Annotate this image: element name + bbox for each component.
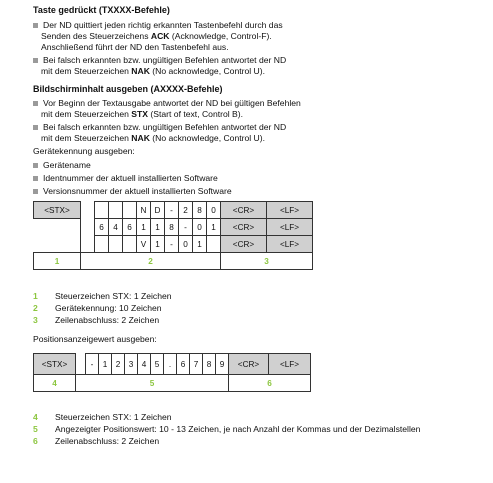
char-cell: 1 (207, 219, 221, 236)
char-cell: 8 (203, 354, 216, 375)
char-cell: 1 (151, 219, 165, 236)
legend-number: 3 (33, 315, 38, 325)
legend-text: Zeilenabschluss: 2 Zeichen (55, 436, 160, 446)
bullet-nak-line1: Bei falsch erkannten bzw. ungültigen Befehlen antwortet der ND (33, 55, 286, 66)
lf-cell: <LF> (267, 219, 313, 236)
char-cell: 0 (193, 219, 207, 236)
segment-label: 6 (229, 375, 311, 392)
char-cell (123, 236, 137, 253)
table-row (34, 236, 313, 253)
char-cell: V (137, 236, 151, 253)
segment-label: 2 (81, 253, 221, 270)
stx-cell: <STX> (34, 354, 76, 375)
list-item-version-number: Versionsnummer der aktuell installierten Software (33, 186, 232, 197)
label-row (34, 375, 311, 392)
bullet-ack-line2: Senden des Steuerzeichens ACK (Acknowledge, Control-F). (41, 31, 272, 41)
char-cell: - (86, 354, 99, 375)
char-cell: 6 (123, 219, 137, 236)
table-row (34, 219, 313, 236)
position-value-intro: Positionsanzeigewert ausgeben: (33, 334, 157, 344)
legend-number: 4 (33, 412, 38, 422)
bullet-ack-line3: Anschließend führt der ND den Tastenbefehl aus. (41, 42, 229, 52)
char-cell: 1 (99, 354, 112, 375)
char-cell (109, 236, 123, 253)
bullet-ack-line1: Der ND quittiert jeden richtig erkannten Tastenbefehl durch das (33, 20, 283, 31)
legend-text: Steuerzeichen STX: 1 Zeichen (55, 412, 172, 422)
legend-number: 2 (33, 303, 38, 313)
char-cell: 1 (137, 219, 151, 236)
char-cell: 7 (190, 354, 203, 375)
char-cell: 6 (95, 219, 109, 236)
char-cell: 5 (151, 354, 164, 375)
char-cell (123, 202, 137, 219)
table-row (34, 202, 313, 219)
char-cell: 4 (109, 219, 123, 236)
legend-text: Zeilenabschluss: 2 Zeichen (55, 315, 160, 325)
device-id-table (33, 201, 313, 270)
device-id-intro: Gerätekennung ausgeben: (33, 146, 135, 156)
char-cell: 8 (165, 219, 179, 236)
legend-number: 6 (33, 436, 38, 446)
char-cell (109, 202, 123, 219)
spacer-cell (81, 202, 95, 219)
bullet-nak-line2: mit dem Steuerzeichen NAK (No acknowledge, Control U). (41, 66, 266, 76)
legend-number: 1 (33, 291, 38, 301)
char-cell: - (165, 236, 179, 253)
char-cell: 1 (193, 236, 207, 253)
segment-label: 5 (76, 375, 229, 392)
char-cell: 2 (179, 202, 193, 219)
heading-key-pressed: Taste gedrückt (TXXXX-Befehle) (33, 5, 170, 15)
char-cell: D (151, 202, 165, 219)
char-cell: 0 (207, 202, 221, 219)
cr-cell: <CR> (221, 219, 267, 236)
cr-cell: <CR> (221, 202, 267, 219)
lf-cell: <LF> (267, 202, 313, 219)
heading-screen-output: Bildschirminhalt ausgeben (AXXXX-Befehle) (33, 84, 223, 94)
bullet-nak2-line1: Bei falsch erkannten bzw. ungültigen Befehlen antwortet der ND (33, 122, 286, 133)
legend-text: Steuerzeichen STX: 1 Zeichen (55, 291, 172, 301)
spacer-cell (81, 219, 95, 236)
cr-cell: <CR> (229, 354, 269, 375)
segment-label: 1 (34, 253, 81, 270)
stx-cell: <STX> (34, 202, 81, 219)
char-cell: 0 (179, 236, 193, 253)
char-cell: 3 (125, 354, 138, 375)
char-cell: 4 (138, 354, 151, 375)
list-item-device-name: Gerätename (33, 160, 91, 171)
position-value-table (33, 353, 311, 392)
legend-text: Gerätekennung: 10 Zeichen (55, 303, 162, 313)
empty-cell (34, 219, 81, 236)
empty-cell (34, 236, 81, 253)
legend-text: Angezeigter Positionswert: 10 - 13 Zeichen, je nach Anzahl der Kommas und der Dezimalstellen (55, 424, 421, 434)
char-cell: - (179, 219, 193, 236)
char-cell (207, 236, 221, 253)
char-cell: 6 (177, 354, 190, 375)
char-cell: - (165, 202, 179, 219)
char-cell (95, 236, 109, 253)
segment-label: 4 (34, 375, 76, 392)
char-cell: . (164, 354, 177, 375)
cr-cell: <CR> (221, 236, 267, 253)
char-cell: 2 (112, 354, 125, 375)
bullet-nak2-line2: mit dem Steuerzeichen NAK (No acknowledge, Control U). (41, 133, 266, 143)
list-item-ident-number: Identnummer der aktuell installierten Software (33, 173, 218, 184)
char-cell (95, 202, 109, 219)
char-cell: N (137, 202, 151, 219)
legend-number: 5 (33, 424, 38, 434)
spacer-cell (81, 236, 95, 253)
bullet-stx-line1: Vor Beginn der Textausgabe antwortet der ND bei gültigen Befehlen (33, 98, 301, 109)
spacer-cell (76, 354, 86, 375)
char-cell: 8 (193, 202, 207, 219)
segment-label: 3 (221, 253, 313, 270)
bullet-stx-line2: mit dem Steuerzeichen STX (Start of text, Control B). (41, 109, 244, 119)
char-cell: 9 (216, 354, 229, 375)
table-row (34, 354, 311, 375)
lf-cell: <LF> (269, 354, 311, 375)
lf-cell: <LF> (267, 236, 313, 253)
char-cell: 1 (151, 236, 165, 253)
label-row (34, 253, 313, 270)
